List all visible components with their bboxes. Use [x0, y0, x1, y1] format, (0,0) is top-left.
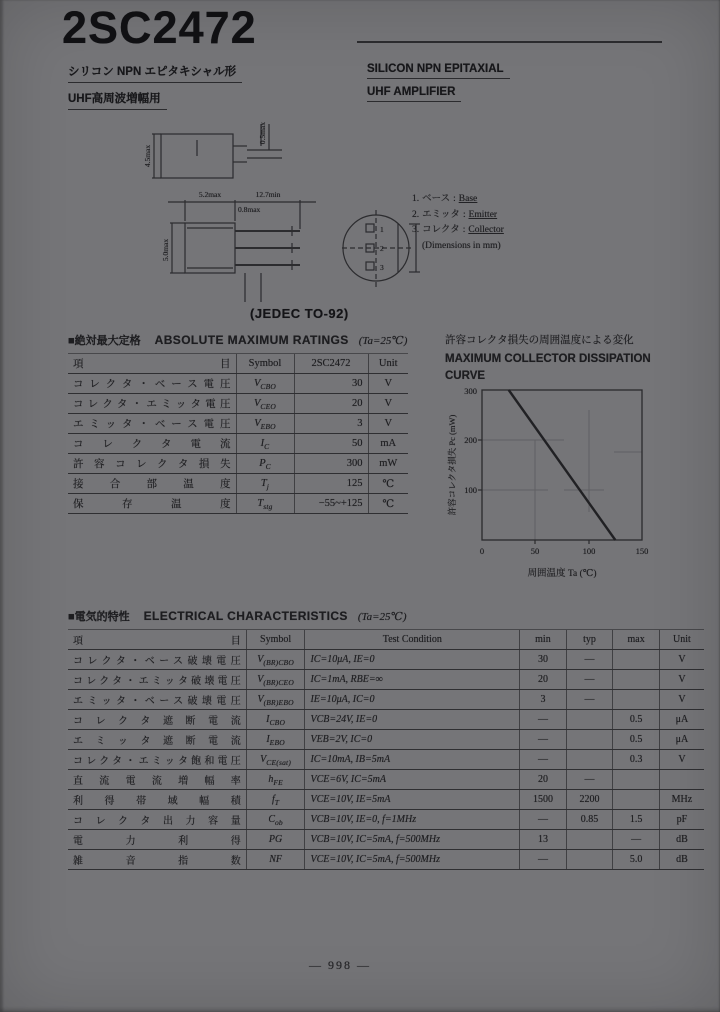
max-cell	[613, 790, 660, 810]
typ-cell: 2200	[566, 790, 613, 810]
unit-cell: dB	[659, 850, 704, 870]
max-cell	[613, 770, 660, 790]
item-cell: 電力利得	[68, 830, 246, 850]
item-cell: コレクタ・エミッタ電圧	[68, 394, 236, 414]
max-cell: 1.5	[613, 810, 660, 830]
unit-cell	[659, 770, 704, 790]
condition-cell: IC=10mA, IB=5mA	[305, 750, 520, 770]
condition-cell: VCB=10V, IC=5mA, f=500MHz	[305, 830, 520, 850]
elec-characteristics-table	[68, 629, 704, 870]
item-cell: コレクタ・エミッタ飽和電圧	[68, 750, 246, 770]
symbol-cell: $V_{(BR)EBO}$	[246, 690, 305, 710]
value-cell: 50	[294, 434, 368, 454]
item-cell: コレクタ・ベース破壊電圧	[68, 650, 246, 670]
condition-cell: VEB=2V, IC=0	[305, 730, 520, 750]
max-cell: 0.5	[613, 730, 660, 750]
y-tick-100: 100	[464, 485, 477, 495]
col-header-item: 項 目	[68, 630, 246, 650]
min-cell: 20	[520, 770, 567, 790]
bottom-view-pin2-number: 2	[380, 244, 384, 253]
max-cell	[613, 670, 660, 690]
elec-header-row	[68, 630, 704, 650]
unit-cell: V	[659, 670, 704, 690]
table-row	[68, 474, 408, 494]
table-row	[68, 650, 704, 670]
table-row	[68, 414, 408, 434]
item-cell: コレクタ・ベース電圧	[68, 374, 236, 394]
typ-cell	[566, 730, 613, 750]
typ-cell	[566, 830, 613, 850]
col-header-condition: Test Condition	[305, 630, 520, 650]
dim-lead-width: 0.8max	[238, 205, 261, 214]
table-row	[68, 434, 408, 454]
symbol-cell: $I_{EBO}$	[246, 730, 305, 750]
table-row	[68, 850, 704, 870]
symbol-cell: $V_{CEO}$	[236, 394, 294, 414]
symbol-cell: $V_{CBO}$	[236, 374, 294, 394]
subtitle-english	[367, 63, 510, 109]
max-cell: 0.3	[613, 750, 660, 770]
graph-title-en-line2: CURVE	[445, 370, 486, 382]
table-row	[68, 494, 408, 514]
unit-cell: V	[659, 690, 704, 710]
condition-cell: IE=10μA, IC=0	[305, 690, 520, 710]
pin-note-emitter: 2. エミッタ : Emitter	[412, 209, 498, 220]
value-cell: −55~+125	[294, 494, 368, 514]
table-row	[68, 810, 704, 830]
min-cell: 20	[520, 670, 567, 690]
package-caption: (JEDEC TO-92)	[250, 306, 349, 321]
col-header-item: 項 目	[68, 354, 236, 374]
subtitle-ja-line1: シリコン NPN エピタキシャル形	[68, 63, 242, 83]
unit-cell: MHz	[659, 790, 704, 810]
graph-title-en-line1: MAXIMUM COLLECTOR DISSIPATION	[445, 353, 651, 365]
typ-cell	[566, 750, 613, 770]
col-header-symbol: Symbol	[236, 354, 294, 374]
abs-max-table	[68, 353, 408, 514]
abs-max-heading-condition: (Ta=25℃)	[358, 335, 408, 347]
y-axis-label: 許容コレクタ損失 Pc (mW)	[447, 414, 457, 516]
subtitle-ja-line2: UHF高周波増幅用	[68, 90, 167, 110]
unit-cell: pF	[659, 810, 704, 830]
symbol-cell: $I_C$	[236, 434, 294, 454]
item-cell: 直流電流増幅率	[68, 770, 246, 790]
item-cell: 保存温度	[68, 494, 236, 514]
abs-max-heading-ja: ■絶対最大定格	[68, 335, 141, 347]
max-cell: —	[613, 830, 660, 850]
item-cell: 利得帯域幅積	[68, 790, 246, 810]
max-cell	[613, 650, 660, 670]
min-cell: 13	[520, 830, 567, 850]
item-cell: コレクタ遮断電流	[68, 710, 246, 730]
symbol-cell: $f_T$	[246, 790, 305, 810]
derating-line	[509, 390, 616, 540]
x-tick-50: 50	[530, 546, 540, 556]
typ-cell	[566, 710, 613, 730]
unit-cell: μA	[659, 730, 704, 750]
symbol-cell: $V_{(BR)CBO}$	[246, 650, 305, 670]
table-row	[68, 830, 704, 850]
condition-cell: IC=1mA, RBE=∞	[305, 670, 520, 690]
typ-cell: 0.85	[566, 810, 613, 830]
value-cell: 125	[294, 474, 368, 494]
unit-cell: ℃	[368, 474, 408, 494]
table-row	[68, 374, 408, 394]
condition-cell: VCE=10V, IC=5mA, f=500MHz	[305, 850, 520, 870]
bottom-view-pin3-number: 3	[380, 263, 384, 272]
unit-cell: μA	[659, 710, 704, 730]
col-header-min: min	[520, 630, 567, 650]
max-cell: 0.5	[613, 710, 660, 730]
value-cell: 300	[294, 454, 368, 474]
abs-max-section-heading	[68, 331, 407, 349]
min-cell: —	[520, 810, 567, 830]
min-cell: —	[520, 850, 567, 870]
x-tick-100: 100	[582, 546, 596, 556]
min-cell: —	[520, 750, 567, 770]
typ-cell: —	[566, 670, 613, 690]
symbol-cell: $V_{CE(sat)}$	[246, 750, 305, 770]
min-cell: —	[520, 710, 567, 730]
item-cell: エミッタ・ベース電圧	[68, 414, 236, 434]
symbol-cell: $C_{ob}$	[246, 810, 305, 830]
col-header-unit: Unit	[659, 630, 704, 650]
symbol-cell: $V_{(BR)CEO}$	[246, 670, 305, 690]
dim-body-width: 5.2max	[198, 190, 222, 199]
min-cell: —	[520, 730, 567, 750]
item-cell: 雑音指数	[68, 850, 246, 870]
col-header-symbol: Symbol	[246, 630, 305, 650]
elec-heading-en: ELECTRICAL CHARACTERISTICS	[143, 609, 348, 623]
col-header-max: max	[613, 630, 660, 650]
x-tick-150: 150	[635, 546, 649, 556]
unit-cell: V	[659, 750, 704, 770]
min-cell: 3	[520, 690, 567, 710]
table-row	[68, 670, 704, 690]
package-outline-drawing	[64, 112, 422, 310]
table-row	[68, 750, 704, 770]
value-cell: 3	[294, 414, 368, 434]
x-axis-label: 周囲温度 Ta (℃)	[527, 569, 597, 579]
typ-cell	[566, 850, 613, 870]
subtitle-en-line2: UHF AMPLIFIER	[367, 86, 461, 102]
condition-cell: VCE=6V, IC=5mA	[305, 770, 520, 790]
graph-title-ja: 許容コレクタ損失の周囲温度による変化	[445, 334, 634, 346]
symbol-cell: $I_{CBO}$	[246, 710, 305, 730]
condition-cell: VCE=10V, IE=5mA	[305, 790, 520, 810]
subtitle-en-line1: SILICON NPN EPITAXIAL	[367, 63, 510, 79]
col-header-typ: typ	[566, 630, 613, 650]
pin-assignment-notes	[412, 192, 507, 254]
table-row	[68, 454, 408, 474]
symbol-cell: $P_C$	[236, 454, 294, 474]
min-cell: 30	[520, 650, 567, 670]
condition-cell: VCB=24V, IE=0	[305, 710, 520, 730]
dissipation-curve-chart	[444, 382, 679, 596]
y-tick-300: 300	[464, 386, 477, 396]
unit-cell: V	[659, 650, 704, 670]
table-row	[68, 690, 704, 710]
max-cell: 5.0	[613, 850, 660, 870]
symbol-cell: $V_{EBO}$	[236, 414, 294, 434]
unit-cell: dB	[659, 830, 704, 850]
item-cell: エミッタ遮断電流	[68, 730, 246, 750]
dimensions-note: (Dimensions in mm)	[422, 240, 501, 251]
title-rule-line	[357, 41, 662, 43]
condition-cell: IC=10μA, IE=0	[305, 650, 520, 670]
page-number: — 998 —	[309, 958, 371, 972]
unit-cell: mW	[368, 454, 408, 474]
dim-lead-length: 12.7min	[255, 190, 281, 199]
item-cell: 接合部温度	[68, 474, 236, 494]
typ-cell: —	[566, 650, 613, 670]
unit-cell: V	[368, 414, 408, 434]
dim-lead-thickness: 0.5max	[258, 122, 267, 145]
elec-section-heading	[68, 607, 407, 625]
table-row	[68, 790, 704, 810]
unit-cell: mA	[368, 434, 408, 454]
dim-body-height: 5.0max	[161, 238, 170, 262]
abs-max-header-row	[68, 354, 408, 374]
symbol-cell: $T_j$	[236, 474, 294, 494]
table-row	[68, 770, 704, 790]
elec-heading-ja: ■電気的特性	[68, 611, 130, 623]
symbol-cell: $T_{stg}$	[236, 494, 294, 514]
abs-max-heading-en: ABSOLUTE MAXIMUM RATINGS	[154, 333, 349, 347]
unit-cell: V	[368, 394, 408, 414]
subtitle-japanese	[68, 63, 242, 117]
typ-cell: —	[566, 690, 613, 710]
pin-note-collector: 3. コレクタ : Collector	[412, 225, 504, 235]
x-tick-0: 0	[479, 546, 485, 556]
graph-title-block	[445, 332, 651, 385]
symbol-cell: $h_{FE}$	[246, 770, 305, 790]
min-cell: 1500	[520, 790, 567, 810]
unit-cell: V	[368, 374, 408, 394]
item-cell: コレクタ電流	[68, 434, 236, 454]
dim-side-height: 4.5max	[143, 144, 152, 168]
item-cell: コレクタ・エミッタ破壊電圧	[68, 670, 246, 690]
elec-heading-condition: (Ta=25℃)	[357, 611, 407, 623]
symbol-cell: NF	[246, 850, 305, 870]
col-header-value: 2SC2472	[294, 354, 368, 374]
value-cell: 20	[294, 394, 368, 414]
item-cell: コレクタ出力容量	[68, 810, 246, 830]
col-header-unit: Unit	[368, 354, 408, 374]
table-row	[68, 730, 704, 750]
bottom-view-pin1-number: 1	[380, 225, 384, 234]
page-title: 2SC2472	[62, 2, 257, 53]
condition-cell: VCB=10V, IE=0, f=1MHz	[305, 810, 520, 830]
symbol-cell: PG	[246, 830, 305, 850]
item-cell: 許容コレクタ損失	[68, 454, 236, 474]
unit-cell: ℃	[368, 494, 408, 514]
table-row	[68, 710, 704, 730]
pin-note-base: 1. ベース : Base	[412, 194, 478, 204]
value-cell: 30	[294, 374, 368, 394]
max-cell	[613, 690, 660, 710]
item-cell: エミッタ・ベース破壊電圧	[68, 690, 246, 710]
table-row	[68, 394, 408, 414]
typ-cell: —	[566, 770, 613, 790]
y-tick-200: 200	[464, 435, 477, 445]
front-view-body	[185, 223, 235, 273]
